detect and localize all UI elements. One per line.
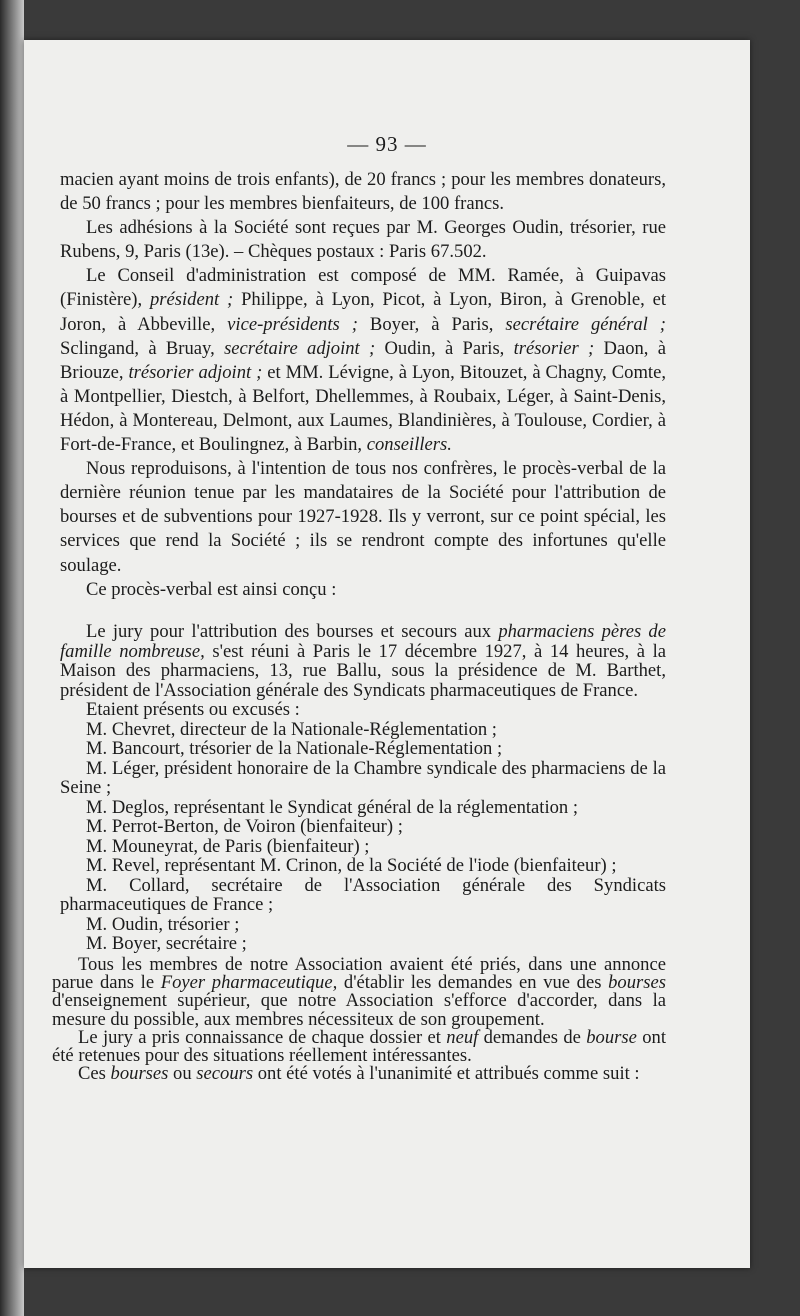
closing-section [52, 956, 666, 1083]
paragraph-fees: macien ayant moins de trois enfants), de 20 francs ; pour les membres donateurs, de 50 francs ; pour les membres bienfaiteurs, de 100 francs. [60, 169, 666, 215]
attendee-item: M. Revel, représentant M. Crinon, de la Société de l'iode (bienfaiteur) ; [86, 855, 617, 876]
attendee-item: M. Boyer, secrétaire ; [86, 933, 247, 954]
book-binding-edge [0, 0, 24, 1316]
paragraph-announcement: Tous les membres de notre Association avaient été priés, dans une annonce parue dans le Foyer pharmaceutique, d'établir les demandes en vue des bourses d'enseignement supérieur, que notre Association s'efforce d'accorder, dans la mesure du possible, aux membres nécessiteux de son groupement. [52, 954, 666, 1030]
paragraph-minutes-intro: Ce procès-verbal est ainsi conçu : [86, 578, 337, 600]
attendee-item: M. Chevret, directeur de la Nationale-Réglementation ; [86, 718, 497, 740]
document-page [24, 40, 750, 1268]
attendee-item: M. Mouneyrat, de Paris (bienfaiteur) ; [86, 835, 370, 857]
attendee-item: M. Bancourt, trésorier de la Nationale-Réglementation ; [86, 738, 503, 759]
attendee-item: M. Deglos, représentant le Syndicat général de la réglementation ; [86, 796, 579, 818]
attendee-item: M. Collard, secrétaire de l'Association générale des Syndicats pharmaceutiques de France ; [60, 874, 666, 915]
paragraph-adhesions: Les adhésions à la Société sont reçues par M. Georges Oudin, trésorier, rue Rubens, 9, Paris (13e). – Chèques postaux : Paris 67.502. [60, 217, 666, 263]
attendee-item: M. Oudin, trésorier ; [86, 913, 240, 935]
paragraph-council: Le Conseil d'administration est composé de MM. Ramée, à Guipavas (Finistère), président ; Philippe, à Lyon, Picot, à Lyon, Biron, à Grenoble, et Joron, à Abbeville, vice-présidents ; Boyer, à Paris, secrétaire général ; Sclingand, à Bruay, secrétaire adjoint ; Oudin, à Paris, trésorier ; Daon, à Briouze, trésorier adjoint ; et MM. Lévigne, à Lyon, Bitouzet, à Chagny, Comte, à Montpellier, Diestch, à Belfort, Dhellemmes, à Roubaix, Léger, à Saint-Denis, Hédon, à Montereau, Delmont, aux Laumes, Blandinières, à Toulouse, Cordier, à Fort-de-France, et Boulingnez, à Barbin, conseillers. [60, 265, 667, 456]
paragraph-jury-review: Le jury a pris connaissance de chaque dossier et neuf demandes de bourse ont été retenues pour des situations réellement intéressantes. [52, 1026, 666, 1067]
paragraph-jury-meeting: Le jury pour l'attribution des bourses et secours aux pharmaciens pères de famille nombreuse, s'est réuni à Paris le 17 décembre 1927, à 14 heures, à la Maison des pharmaciens, 13, rue Ballu, sous la présidence de M. Barthet, président de l'Association générale des Syndicats pharmaceutiques de France. [60, 621, 666, 701]
paragraph-votes: Ces bourses ou secours ont été votés à l'unanimité et attribués comme suit : [78, 1063, 640, 1085]
attendees-intro: Etaient présents ou excusés : [86, 699, 300, 720]
minutes-section [60, 622, 666, 954]
paragraph-reproduction: Nous reproduisons, à l'intention de tous nos confrères, le procès-verbal de la dernière réunion tenue par les mandataires de la Société pour l'attribution de bourses et de subventions pour 1927-1928. Ils y verront, sur ce point spécial, les services que rend la Société ; ils se rendront compte des infortunes qu'elle soulage. [60, 458, 666, 576]
attendee-item: M. Léger, président honoraire de la Chambre syndicale des pharmaciens de la Seine ; [60, 757, 666, 798]
intro-section [60, 168, 666, 602]
attendee-item: M. Perrot-Berton, de Voiron (bienfaiteur) ; [86, 816, 403, 837]
page-number: — 93 — [347, 132, 427, 156]
